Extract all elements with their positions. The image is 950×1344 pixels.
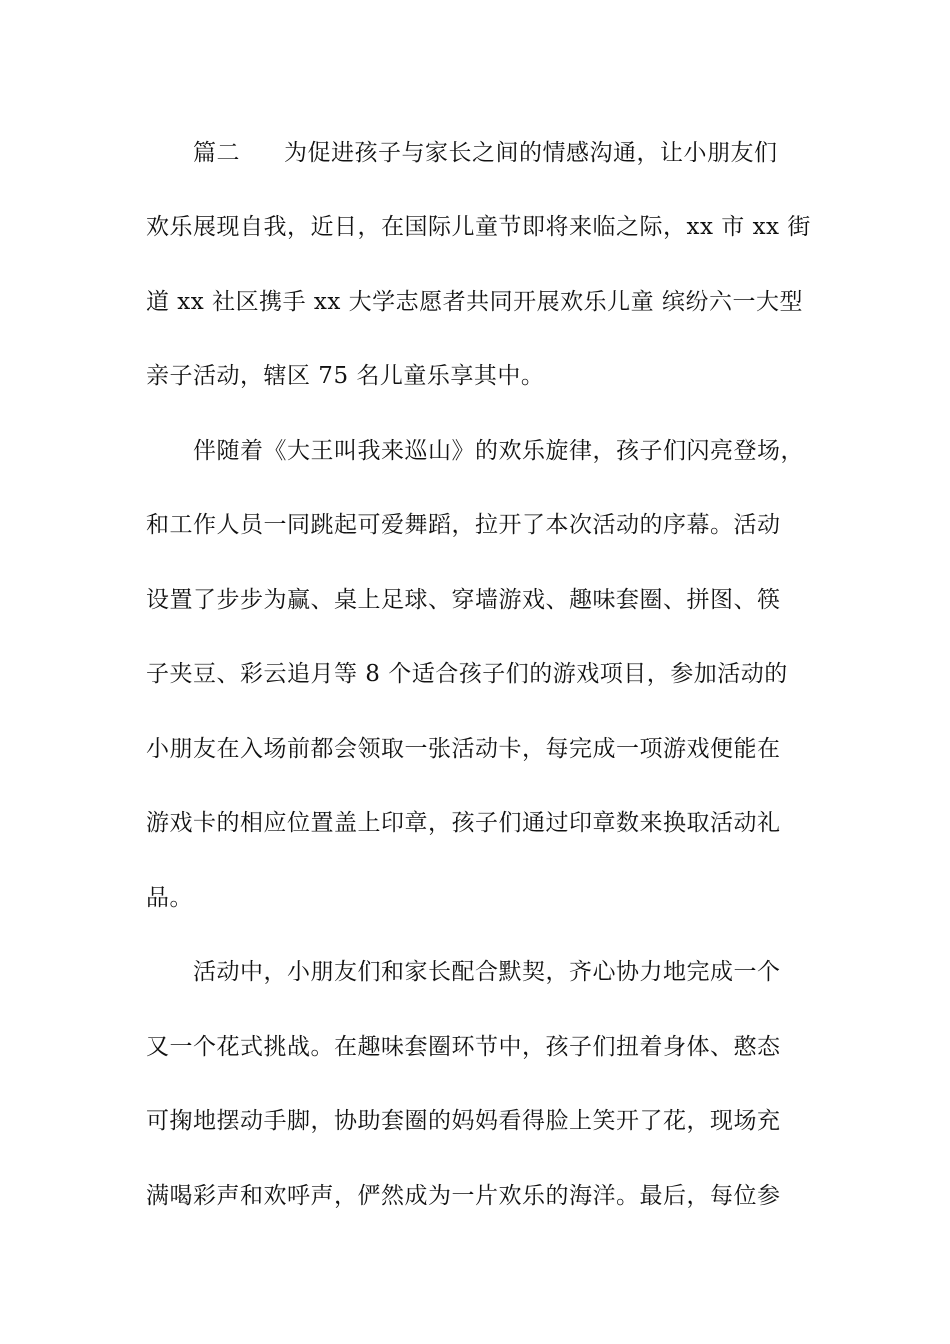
paragraph-3-line-2: 又一个花式挑战。在趣味套圈环节中，孩子们扭着身体、憨态 <box>146 1034 781 1060</box>
paragraph-3-line-3: 可掬地摆动手脚，协助套圈的妈妈看得脸上笑开了花，现场充 <box>146 1108 781 1134</box>
paragraph-1-line-1 <box>193 133 778 173</box>
paragraph-2-line-6: 游戏卡的相应位置盖上印章，孩子们通过印章数来换取活动礼 <box>146 810 781 836</box>
paragraph-2-line-5: 小朋友在入场前都会领取一张活动卡，每完成一项游戏便能在 <box>146 736 781 762</box>
paragraph-2-line-1: 伴随着《大王叫我来巡山》的欢乐旋律，孩子们闪亮登场， <box>193 438 804 464</box>
paragraph-2-line-4: 子夹豆、彩云追月等 8 个适合孩子们的游戏项目，参加活动的 <box>146 661 788 687</box>
paragraph-1-line-3: 道 xx 社区携手 xx 大学志愿者共同开展欢乐儿童 缤纷六一大型 <box>146 289 803 315</box>
section-heading: 篇二 <box>193 140 240 166</box>
paragraph-1-line-2: 欢乐展现自我，近日，在国际儿童节即将来临之际，xx 市 xx 街 <box>146 214 811 240</box>
paragraph-1-line-1-text: 为促进孩子与家长之间的情感沟通，让小朋友们 <box>284 140 778 166</box>
paragraph-2-line-3: 设置了步步为赢、桌上足球、穿墙游戏、趣味套圈、拼图、筷 <box>146 587 781 613</box>
paragraph-3-line-4: 满喝彩声和欢呼声，俨然成为一片欢乐的海洋。最后，每位参 <box>146 1183 781 1209</box>
paragraph-2-line-2: 和工作人员一同跳起可爱舞蹈，拉开了本次活动的序幕。活动 <box>146 512 781 538</box>
paragraph-2-line-7: 品。 <box>146 885 193 911</box>
paragraph-3-line-1: 活动中，小朋友们和家长配合默契，齐心协力地完成一个 <box>193 959 781 985</box>
paragraph-1-line-4: 亲子活动，辖区 75 名儿童乐享其中。 <box>146 363 545 389</box>
